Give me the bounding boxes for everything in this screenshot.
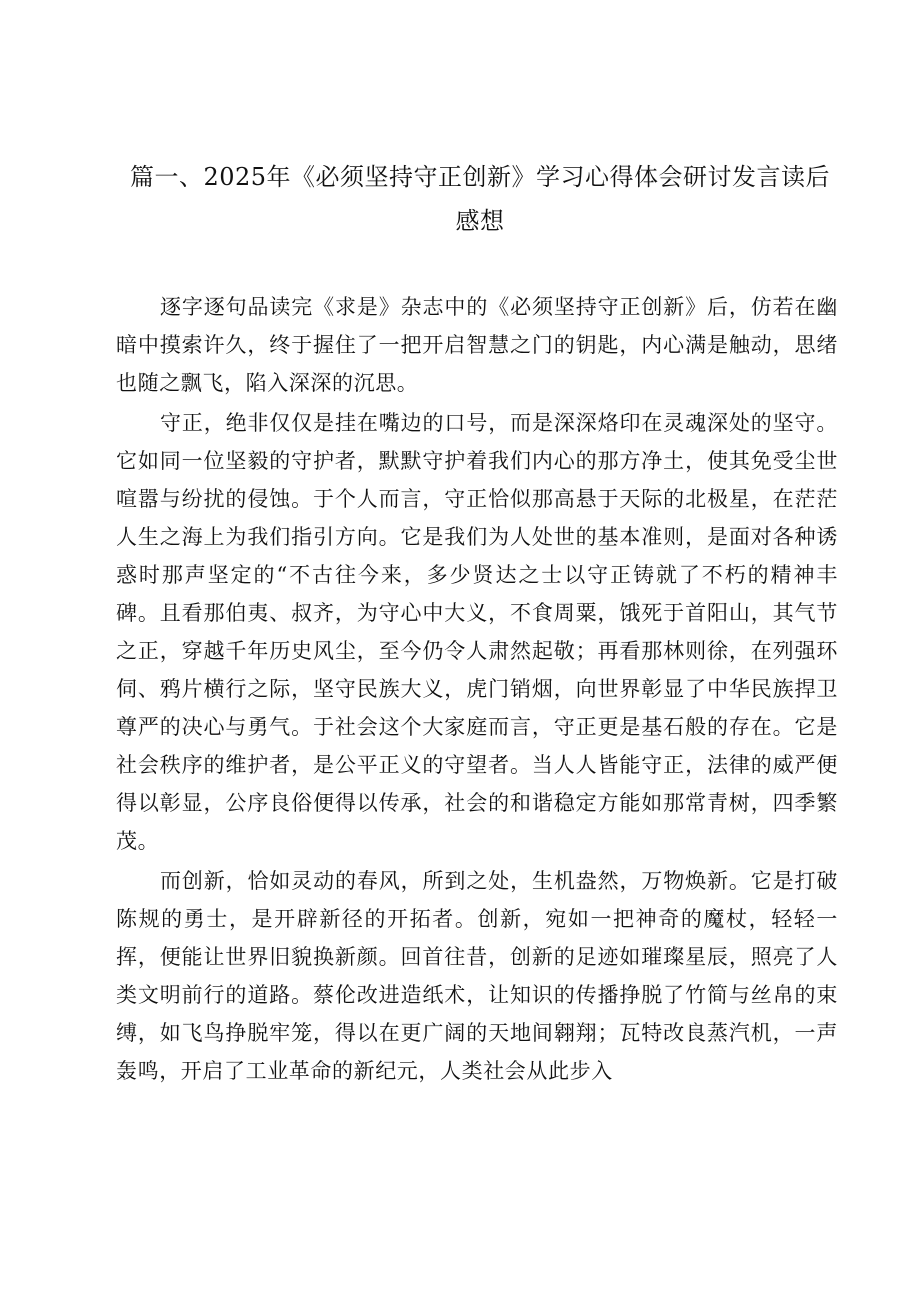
paragraph-chuangxin: 而创新，恰如灵动的春风，所到之处，生机盎然，万物焕新。它是打破陈规的勇士，是开辟新径的开拓者。创新，宛如一把神奇的魔杖，轻轻一挥，便能让世界旧貌换新颜。回首往昔，创新的足迹如璀璨星辰，照亮了人类文明前行的道路。蔡伦改进造纸术，让知识的传播挣脱了竹简与丝帛的束缚，如飞鸟挣脱牢笼，得以在更广阔的天地间翱翔；瓦特改良蒸汽机，一声轰鸣，开启了工业革命的新纪元，人类社会从此步入: [116, 869, 838, 1083]
document-body: [116, 288, 838, 1092]
document-title: 篇一、2025年《必须坚持守正创新》学习心得体会研讨发言读后感想: [129, 163, 831, 235]
paragraph-shouzheng: 守正，绝非仅仅是挂在嘴边的口号，而是深深烙印在灵魂深处的坚守。它如同一位坚毅的守护者，默默守护着我们内心的那方净土，使其免受尘世喧嚣与纷扰的侵蚀。于个人而言，守正恰似那高悬于天际的北极星，在茫茫人生之海上为我们指引方向。它是我们为人处世的基本准则，是面对各种诱惑时那声坚定的“不古往今来，多少贤达之士以守正铸就了不朽的精神丰碑。且看那伯夷、叔齐，为守心中大义，不食周粟，饿死于首阳山，其气节之正，穿越千年历史风尘，至今仍令人肃然起敬；再看那林则徐，在列强环伺、鸦片横行之际，坚守民族大义，虎门销烟，向世界彰显了中华民族捍卫尊严的决心与勇气。于社会这个大家庭而言，守正更是基石般的存在。它是社会秩序的维护者，是公平正义的守望者。当人人皆能守正，法律的威严便得以彰显，公序良俗便得以传承，社会的和谐稳定方能如那常青树，四季繁茂。: [116, 411, 838, 853]
paragraph-intro: 逐字逐句品读完《求是》杂志中的《必须坚持守正创新》后，仿若在幽暗中摸索许久，终于握住了一把开启智慧之门的钥匙，内心满是触动，思绪也随之飘飞，陷入深深的沉思。: [116, 295, 838, 395]
